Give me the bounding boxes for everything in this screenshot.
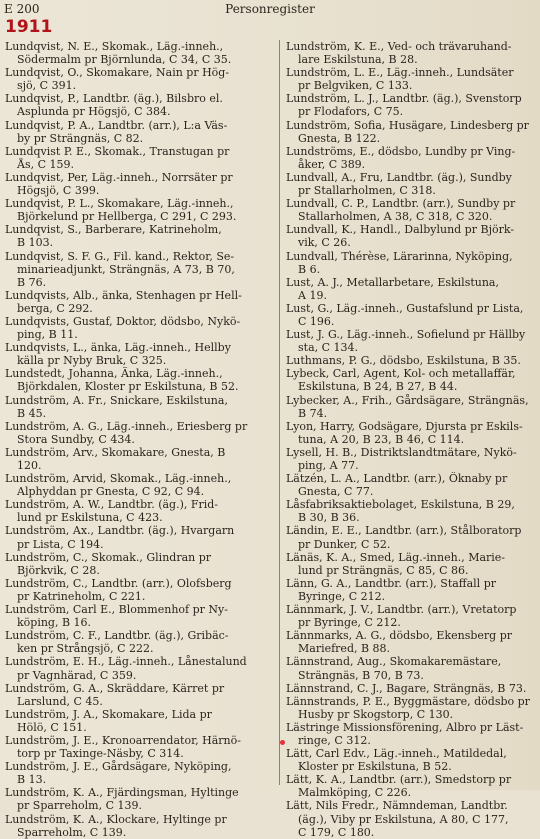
register-entry-line: Byringe, C 212. [298, 589, 386, 603]
register-entry-line: Lybeck, Carl, Agent, Kol- och metallaffär, [286, 367, 516, 381]
register-entry-line: vik, C 26. [298, 236, 351, 250]
register-entry-line: Lundström, J. A., Skomakare, Lida pr [5, 707, 212, 721]
register-entry-line: Lust, J. G., Läg.-inneh., Sofielund pr Hällby [286, 328, 526, 342]
register-entry-line: pr Flodafors, C 75. [298, 105, 404, 119]
year-label: 1911 [5, 17, 53, 37]
register-entry-line: B 103. [17, 236, 54, 250]
register-entry-line: 120. [17, 459, 42, 472]
register-entry-line: B 45. [17, 406, 47, 420]
register-entry-line: Lundström, Arv., Skomakare, Gnesta, B [5, 445, 226, 459]
register-entry-line: Husby pr Skogstorp, C 130. [298, 707, 454, 721]
register-entry-line: lare Eskilstuna, B 28. [298, 53, 418, 67]
register-entry-line: torp pr Taxinge-Näsby, C 314. [17, 747, 184, 761]
page-title: Personregister [225, 2, 315, 16]
register-entry-line: Lundqvist, P. L., Skomakare, Läg.-inneh., [5, 197, 234, 211]
register-entry-line: Ländin, E. E., Landtbr. (arr.), Stålboratorp [286, 524, 522, 538]
register-entry-line: Lundström, C., Landtbr. (arr.), Olofsberg [5, 576, 232, 590]
register-entry-line: Kloster pr Eskilstuna, B 52. [298, 760, 452, 774]
register-entry-line: Lundström, Arvid, Skomak., Läg.-inneh., [5, 472, 232, 486]
register-entry-line: källa pr Nyby Bruk, C 325. [17, 354, 167, 368]
register-entry-line: C 196. [298, 314, 335, 328]
register-entry-line: Lundqvist, P., Landtbr. (äg.), Bilsbro el. [5, 92, 223, 106]
register-entry-line: Lundström, A. W., Landtbr. (äg.), Frid- [5, 498, 219, 512]
register-entry-line: Lundqvist P. E., Skomak., Transtugan pr [5, 144, 230, 158]
register-entry-line: Lundström, J. E., Kronoarrendator, Härnö- [5, 733, 241, 747]
register-entry-line: Lundqvist, S., Barberare, Katrineholm, [5, 223, 222, 237]
register-entry-line: Lundqvist, P. A., Landtbr. (arr.), L:a Väs- [5, 118, 228, 132]
red-dot-mark [280, 740, 285, 745]
register-entry-line: Alphyddan pr Gnesta, C 92, C 94. [17, 485, 205, 499]
register-entry-line: pr Dunker, C 52. [298, 537, 391, 551]
register-entry-line: Lundström, E. H., Läg.-inneh., Lånestalund [5, 655, 247, 669]
register-entry-line: B 30, B 36. [298, 511, 360, 525]
register-entry-line: Lundqvists, Gustaf, Doktor, dödsbo, Nykö- [5, 314, 241, 328]
register-entry-line: lund pr Strängnäs, C 85, C 86. [298, 563, 469, 577]
register-entry-line: Gnesta, C 77. [298, 485, 374, 499]
register-entry-line: Låsfabriksaktiebolaget, Eskilstuna, B 29, [286, 498, 515, 512]
register-entry-line: Lätzén, L. A., Landtbr. (arr.), Öknaby pr [286, 472, 508, 486]
register-entry-line: Ås, C 159. [17, 157, 74, 171]
register-entry-line: Björkvik, C 28. [17, 563, 100, 577]
register-entry-line: Lästringe Missionsförening, Albro pr Läst- [286, 720, 524, 734]
register-entry-line: ken pr Strångsjö, C 222. [17, 642, 154, 656]
register-entry-line: Lundvall, C. P., Landtbr. (arr.), Sundby pr [286, 197, 516, 211]
register-entry-line: Högsjö, C 399. [17, 184, 100, 198]
register-entry-line: Lundström, C. F., Landtbr. (äg.), Gribäc- [5, 629, 229, 643]
register-entry-line: Lundström, G. A., Skräddare, Kärret pr [5, 681, 225, 695]
register-entry-line: Lundströms, E., dödsbo, Lundby pr Ving- [286, 144, 516, 158]
left-column [5, 40, 275, 839]
register-entry-line: Lundström, A. G., Läg.-inneh., Eriesberg pr [5, 419, 248, 433]
register-entry-line: sta, C 134. [298, 341, 359, 355]
register-entry-line: Lundström, L. E., Läg.-inneh., Lundsäter [286, 66, 514, 80]
register-entry-line: Lätt, K. A., Landtbr. (arr.), Smedstorp pr [286, 773, 512, 787]
register-entry-line: ping, A 77. [298, 459, 359, 472]
register-entry-line: Lundstedt, Johanna, Änka, Läg.-inneh., [5, 367, 223, 381]
page-header [0, 0, 540, 20]
register-entry-line: Lännmark, J. V., Landtbr. (arr.), Vretatorp [286, 603, 517, 617]
column-divider [279, 40, 280, 785]
register-entry-line: Lundvall, K., Handl., Dalbylund pr Björk- [286, 223, 515, 237]
register-entry-line: sjö, C 391. [17, 79, 77, 93]
register-entry-line: minarieadjunkt, Strängnäs, A 73, B 70, [17, 262, 235, 276]
register-entry-line: Lundström, K. A., Fjärdingsman, Hyltinge [5, 786, 239, 800]
register-entry-line: Mariefred, B 88. [298, 642, 391, 656]
register-entry-line: lund pr Eskilstuna, C 423. [17, 511, 163, 525]
register-entry-line: Björkelund pr Hellberga, C 291, C 293. [17, 210, 237, 224]
register-entry-line: pr Katrineholm, C 221. [17, 589, 146, 603]
register-entry-line: by pr Strängnäs, C 82. [17, 131, 144, 145]
register-entry-line: Lust, A. J., Metallarbetare, Eskilstuna, [286, 275, 499, 289]
register-entry-line: Lundqvist, S. F. G., Fil. kand., Rektor, Se- [5, 249, 235, 263]
register-entry-line: C 179, C 180. [298, 825, 375, 839]
register-entry-line: Lysell, H. B., Distriktslandtmätare, Nykö- [286, 445, 517, 459]
register-entry-line: pr Belgviken, C 133. [298, 79, 413, 93]
register-entry-line: Lundström, Sofia, Husägare, Lindesberg pr [286, 118, 529, 132]
register-entry-line: Stora Sundby, C 434. [17, 432, 135, 446]
register-entry-line: Södermalm pr Björnlunda, C 34, C 35. [17, 53, 232, 67]
register-entry-line: Lundqvist, O., Skomakare, Nain pr Hög- [5, 66, 230, 80]
register-entry-line: pr Byringe, C 212. [298, 616, 401, 630]
register-entry-line: Larslund, C 45. [17, 694, 103, 708]
register-entry-line: berga, C 292. [17, 301, 93, 315]
register-entry-line: Lyon, Harry, Godsägare, Djursta pr Eskils- [286, 419, 523, 433]
register-entry-line: Sparreholm, C 139. [17, 825, 127, 839]
register-entry-line: ringe, C 312. [298, 733, 371, 747]
register-entry-line: Hölö, C 151. [17, 720, 87, 734]
register-entry-line: Lundqvist, N. E., Skomak., Läg.-inneh., [5, 40, 224, 53]
register-entry-line: A 19. [298, 288, 327, 302]
register-entry-line: B 13. [17, 773, 47, 787]
register-entry-line: Lundström, A. Fr., Snickare, Eskilstuna, [5, 393, 228, 407]
register-entry-line: Lännmarks, A. G., dödsbo, Ekensberg pr [286, 629, 512, 643]
register-entry-line: Lundström, C., Skomak., Glindran pr [5, 550, 212, 564]
register-entry-line: Lännstrand, Aug., Skomakaremästare, [286, 655, 502, 669]
register-entry-line: Malmköping, C 226. [298, 786, 412, 800]
register-entry-line: Lundqvists, L., änka, Läg.-inneh., Hellby [5, 341, 231, 355]
register-entry-line: B 76. [17, 275, 47, 289]
page-number: E 200 [4, 2, 40, 16]
register-entry-line: Gnesta, B 122. [298, 131, 381, 145]
register-entry-line: pr Sparreholm, C 139. [17, 799, 143, 813]
register-entry-line: Lundvall, A., Fru, Landtbr. (äg.), Sundby [286, 170, 512, 184]
register-entry-line: pr Stallarholmen, C 318. [298, 184, 436, 198]
register-entry-line: pr Vagnhärad, C 359. [17, 668, 137, 682]
register-entry-line: Strängnäs, B 70, B 73. [298, 668, 424, 682]
register-entry-line: B 6. [298, 262, 321, 276]
right-column [286, 40, 536, 839]
register-entry-line: Luthmans, P. G., dödsbo, Eskilstuna, B 35. [286, 354, 521, 368]
register-entry-line: Lännstrand, C. J., Bagare, Strängnäs, B 73. [286, 681, 527, 695]
register-entry-line: köping, B 16. [17, 616, 92, 630]
register-entry-line: ping, B 11. [17, 328, 78, 342]
register-entry-line: Lundström, Ax., Landtbr. (äg.), Hvargarn [5, 524, 235, 538]
register-entry-line: Asplunda pr Högsjö, C 384. [17, 105, 171, 119]
register-entry-line: Lundqvist, Per, Läg.-inneh., Norrsäter pr [5, 170, 233, 184]
register-entry-line: Lust, G., Läg.-inneh., Gustafslund pr Lista, [286, 301, 524, 315]
register-entry-line: Länäs, K. A., Smed, Läg.-inneh., Marie- [286, 550, 506, 564]
register-entry-line: Lätt, Carl Edv., Läg.-inneh., Matildedal, [286, 747, 507, 761]
register-entry-line: Lätt, Nils Fredr., Nämndeman, Landtbr. [286, 799, 508, 813]
register-entry-line: B 74. [298, 406, 328, 420]
register-entry-line: Lundvall, Thérèse, Lärarinna, Nyköping, [286, 249, 513, 263]
register-entry-line: pr Lista, C 194. [17, 537, 104, 551]
register-entry-line: Lundqvists, Alb., änka, Stenhagen pr Hell- [5, 288, 242, 302]
register-entry-line: åker, C 389. [298, 157, 366, 171]
register-entry-line: Lundström, J. E., Gårdsägare, Nyköping, [5, 760, 232, 774]
register-entry-line: Lundström, Carl E., Blommenhof pr Ny- [5, 603, 228, 617]
register-entry-line: tuna, A 20, B 23, B 46, C 114. [298, 432, 465, 446]
register-entry-line: Lybecker, A., Frih., Gårdsägare, Strängnäs, [286, 393, 529, 407]
register-entry-line: Lundström, K. E., Ved- och trävaruhand- [286, 40, 512, 53]
register-entry-line: Lundström, K. A., Klockare, Hyltinge pr [5, 812, 227, 826]
register-entry-line: Länn, G. A., Landtbr. (arr.), Staffall pr [286, 576, 496, 590]
register-entry-line: (äg.), Viby pr Eskilstuna, A 80, C 177, [298, 812, 509, 826]
register-entry-line: Björkdalen, Kloster pr Eskilstuna, B 52. [17, 380, 239, 394]
register-entry-line: Eskilstuna, B 24, B 27, B 44. [298, 380, 458, 394]
register-entry-line: Lundström, L. J., Landtbr. (äg.), Svenstorp [286, 92, 522, 106]
register-entry-line: Stallarholmen, A 38, C 318, C 320. [298, 210, 493, 224]
register-entry-line: Lännstrands, P. E., Byggmästare, dödsbo pr [286, 694, 530, 708]
